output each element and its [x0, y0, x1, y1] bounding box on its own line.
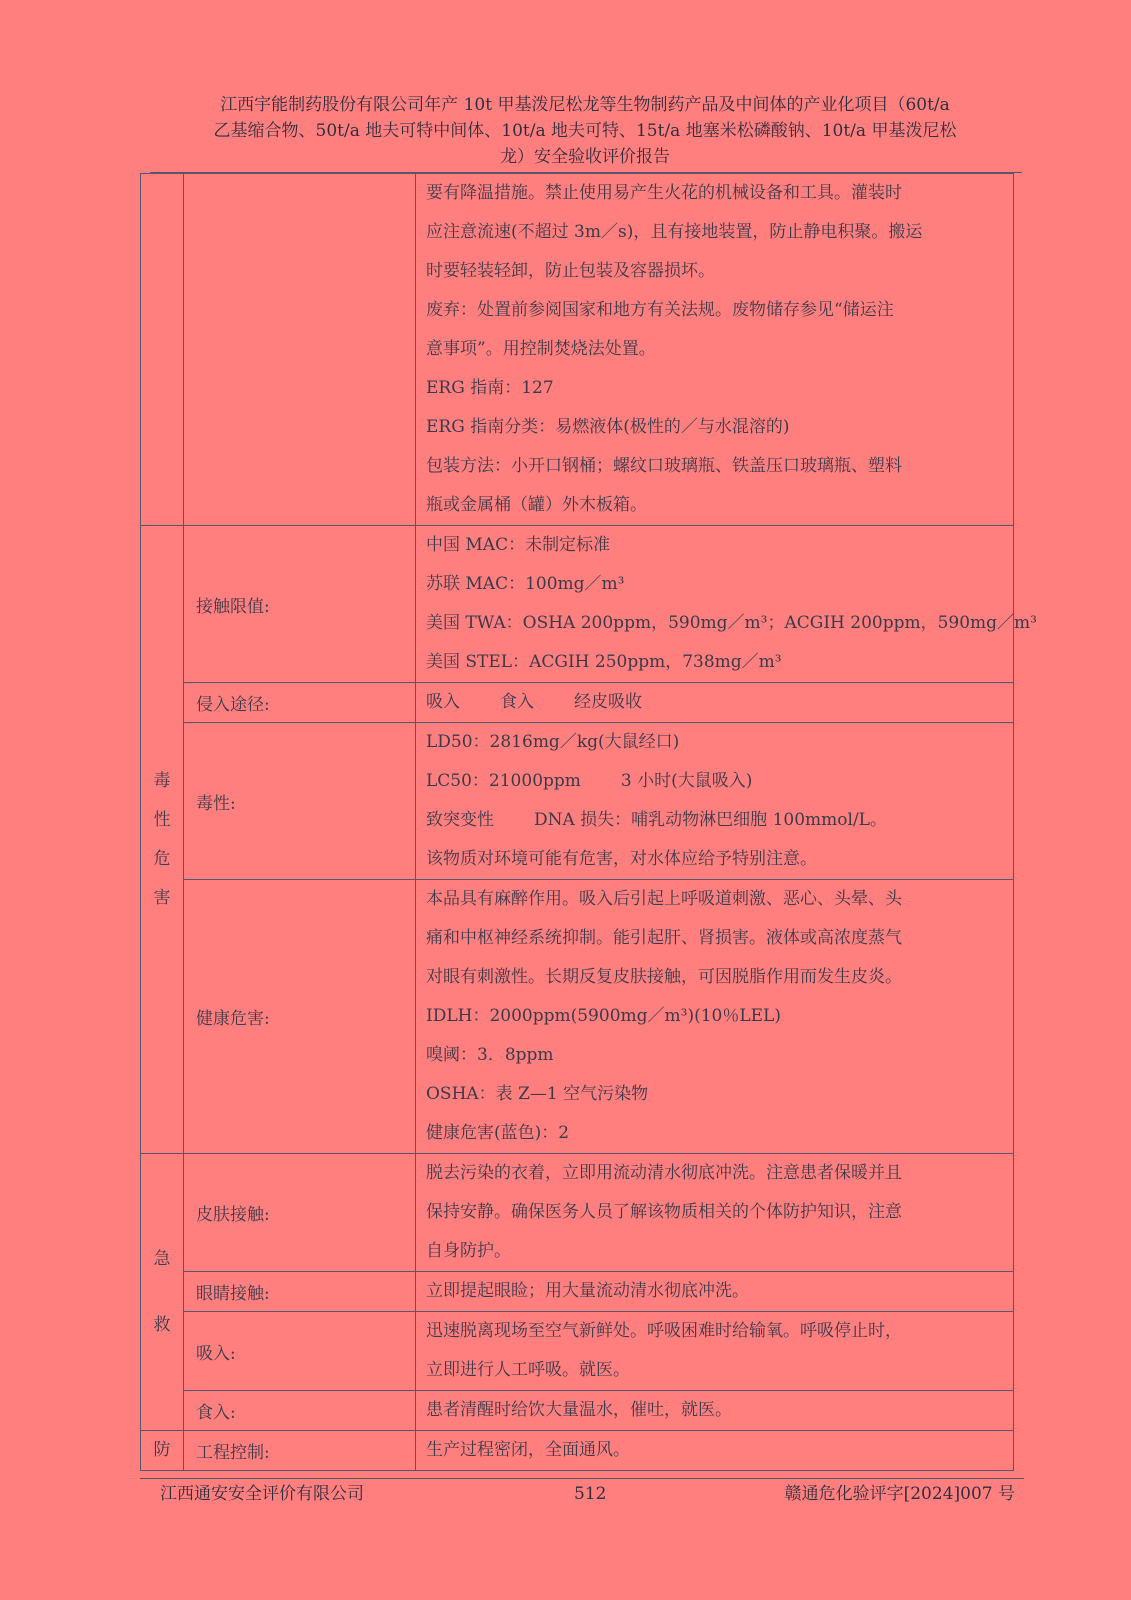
msds-table — [140, 173, 1037, 1471]
section-protection: 防 — [141, 1431, 184, 1471]
page-header — [150, 92, 1020, 170]
ingestion-label: 食入: — [184, 1391, 416, 1431]
skin-content — [416, 1154, 1014, 1272]
exposure-limit-label: 接触限值: — [184, 526, 416, 683]
table-row-storage — [141, 174, 1014, 526]
table-row-eye — [141, 1272, 1014, 1312]
route-label: 侵入途径: — [184, 683, 416, 723]
route-item: 经皮吸收 — [574, 692, 642, 712]
storage-content — [416, 174, 1014, 526]
engineering-content — [416, 1431, 1014, 1471]
idlh-line: IDLH：2000ppm(5900mg／m³)(10％LEL) — [426, 1006, 781, 1026]
table-row-route — [141, 683, 1014, 723]
footer-divider — [140, 1478, 1024, 1479]
table-row-skin — [141, 1154, 1014, 1272]
ld50-line: LD50：2816mg／kg(大鼠经口) — [426, 732, 680, 752]
exposure-line: 美国 TWA：OSHA 200ppm，590mg／m³；ACGIH 200ppm，590mg／m³ — [426, 613, 1037, 633]
health-label: 健康危害: — [184, 880, 416, 1154]
lc50-line: LC50：21000ppm 3 小时(大鼠吸入) — [426, 771, 753, 791]
eye-label: 眼睛接触: — [184, 1272, 416, 1312]
disposal-line: 意事项”。用控制焚烧法处置。 — [426, 339, 656, 359]
engineering-label: 工程控制: — [184, 1431, 416, 1471]
section-first-aid — [141, 1154, 184, 1431]
skin-line: 脱去污染的衣着，立即用流动清水彻底冲洗。注意患者保暖并且 — [426, 1163, 902, 1183]
ingestion-content — [416, 1391, 1014, 1431]
exposure-line: 苏联 MAC：100mg／m³ — [426, 574, 625, 594]
exposure-line: 美国 STEL：ACGIH 250ppm，738mg／m³ — [426, 652, 782, 672]
erg-category-line: ERG 指南分类：易燃液体(极性的／与水混溶的) — [426, 417, 790, 437]
health-line: 本品具有麻醉作用。吸入后引起上呼吸道刺激、恶心、头晕、头 — [426, 889, 902, 909]
route-content — [416, 683, 1014, 723]
section-char: 性 — [153, 809, 171, 830]
section-char: 毒 — [153, 770, 171, 791]
skin-line: 自身防护。 — [426, 1241, 511, 1261]
toxicity-label: 毒性: — [184, 723, 416, 880]
skin-line: 保持安静。确保医务人员了解该物质相关的个体防护知识，注意 — [426, 1202, 902, 1222]
route-item: 食入 — [500, 692, 534, 712]
eye-line: 立即提起眼睑；用大量流动清水彻底冲洗。 — [426, 1281, 749, 1301]
disposal-line: 废弃：处置前参阅国家和地方有关法规。废物储存参见“储运注 — [426, 300, 894, 320]
table-row-engineering — [141, 1431, 1014, 1471]
inhalation-line: 迅速脱离现场至空气新鲜处。呼吸困难时给输氧。呼吸停止时， — [426, 1321, 902, 1341]
header-title-line-3: 龙）安全验收评价报告 — [500, 147, 670, 167]
odor-threshold-line: 嗅阈：3．8ppm — [426, 1045, 554, 1065]
toxicity-content — [416, 723, 1014, 880]
inhalation-line: 立即进行人工呼吸。就医。 — [426, 1360, 630, 1380]
exposure-limit-content — [416, 526, 1037, 683]
environment-line: 该物质对环境可能有危害，对水体应给予特别注意。 — [426, 849, 817, 869]
mutagenicity-line: 致突变性 DNA 损失：哺乳动物淋巴细胞 100mmol/L。 — [426, 810, 887, 830]
footer-company: 江西通安安全评价有限公司 — [160, 1484, 364, 1504]
table-row-health — [141, 880, 1014, 1154]
section-char: 危 — [153, 848, 171, 869]
erg-guide-line: ERG 指南：127 — [426, 378, 554, 398]
route-item: 吸入 — [426, 692, 460, 712]
health-line: 痛和中枢神经系统抑制。能引起肝、肾损害。液体或高浓度蒸气 — [426, 928, 902, 948]
inhalation-content — [416, 1312, 1014, 1391]
engineering-line: 生产过程密闭，全面通风。 — [426, 1440, 630, 1460]
health-content — [416, 880, 1014, 1154]
footer-doc-number: 赣通危化验评字[2024]007 号 — [784, 1484, 1015, 1504]
skin-label: 皮肤接触: — [184, 1154, 416, 1272]
header-title-line-1: 江西宇能制药股份有限公司年产 10t 甲基泼尼松龙等生物制药产品及中间体的产业化项目（60t/a — [220, 95, 950, 115]
storage-line: 应注意流速(不超过 3m／s)，且有接地装置，防止静电积聚。搬运 — [426, 222, 923, 242]
health-rating-line: 健康危害(蓝色)：2 — [426, 1123, 570, 1143]
health-line: 对眼有刺激性。长期反复皮肤接触，可因脱脂作用而发生皮炎。 — [426, 967, 902, 987]
label-cell-empty — [184, 174, 416, 526]
osha-line: OSHA：表 Z—1 空气污染物 — [426, 1084, 649, 1104]
footer-page-number: 512 — [574, 1484, 607, 1504]
section-char: 害 — [153, 887, 171, 908]
table-row-ingestion — [141, 1391, 1014, 1431]
section-char: 急 — [153, 1249, 171, 1269]
section-cell-empty — [141, 174, 184, 526]
section-char: 救 — [153, 1315, 171, 1335]
eye-content — [416, 1272, 1014, 1312]
table-row-toxicity — [141, 723, 1014, 880]
storage-line: 时要轻装轻卸，防止包装及容器损坏。 — [426, 261, 715, 281]
packaging-line: 包装方法：小开口钢桶；螺纹口玻璃瓶、铁盖压口玻璃瓶、塑料 — [426, 456, 902, 476]
table-row-exposure-limit — [141, 526, 1014, 683]
packaging-line: 瓶或金属桶（罐）外木板箱。 — [426, 495, 647, 515]
inhalation-label: 吸入: — [184, 1312, 416, 1391]
storage-line: 要有降温措施。禁止使用易产生火花的机械设备和工具。灌装时 — [426, 183, 902, 203]
exposure-line: 中国 MAC：未制定标准 — [426, 535, 611, 555]
section-toxicity-hazard — [141, 526, 184, 1154]
header-title-line-2: 乙基缩合物、50t/a 地夫可特中间体、10t/a 地夫可特、15t/a 地塞米松磷酸钠、10t/a 甲基泼尼松 — [213, 121, 957, 141]
table-row-inhalation — [141, 1312, 1014, 1391]
ingestion-line: 患者清醒时给饮大量温水，催吐，就医。 — [426, 1400, 732, 1420]
